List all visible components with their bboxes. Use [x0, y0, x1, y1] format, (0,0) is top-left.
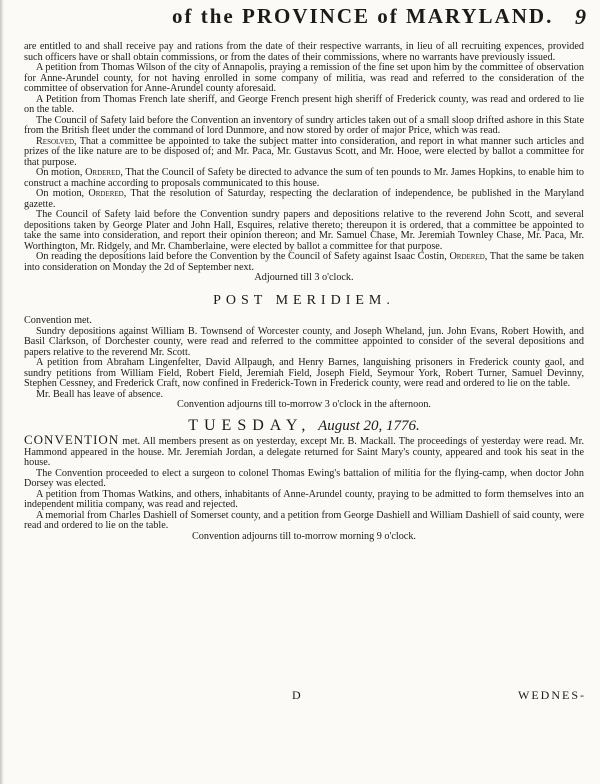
- page-edge-shadow: [0, 0, 4, 784]
- signature-mark: D: [292, 688, 301, 702]
- page-number: 9: [575, 4, 586, 29]
- resolved-label: Resolved,: [36, 135, 77, 147]
- paragraph-watkins-petition: A petition from Thomas Watkins, and others, inhabitants of Anne-Arundel county, praying to be admitted to form themselves into an independent militia company, was read and rejected.: [24, 488, 584, 510]
- adjourn-line-tuesday: Convention adjourns till to-morrow morning 9 o'clock.: [192, 530, 416, 542]
- paragraph-recruiting: are entitled to and shall receive pay and rations from the date of their respective warrants, in lieu of all recruiting expences, provided such officers have or shall obtain commissions, or from the dates of their commissions, where no warrants have previously issued.: [24, 41, 584, 63]
- catchword: WEDNES-: [518, 688, 586, 702]
- paragraph-townsend-depositions: Sundry depositions against William B. Townsend of Worcester county, and Joseph Wheland, jun. John Evans, Robert Howith, and Basil Clarkson, of Dorchester county, were read and referred to the committee appointed to consider of the several depositions and papers relative to the reverend Mr. Scott.: [24, 325, 584, 358]
- convention-met: Convention met.: [24, 315, 92, 326]
- adjourned-line: Adjourned till 3 o'clock.: [254, 272, 354, 283]
- section-heading-post-meridiem: POST MERIDIEM.: [213, 292, 395, 308]
- paragraph-prisoners-petition: A petition from Abraham Lingenfelter, David Allpaugh, and Henry Barnes, languishing prisoners in Frederick county gaol, and sundry petitions from William Field, Robert Field, Jeremiah Field, Joseph Field, Seymour York, Robert Turner, Samuel Devinny, Stephen Cessney, and Frederick Craft, now confined in Frederick-Town in Frederick county, were read and ordered to lie on the table.: [24, 357, 584, 389]
- date-heading-day: TUESDAY,: [188, 416, 312, 434]
- paragraph-french-petition: A Petition from Thomas French late sheriff, and George French present high sheriff of Frederick county, was read and ordered to lie on the table.: [24, 93, 584, 115]
- motion-text: That the Council of Safety be directed to advance the sum of ten pounds to Mr. James Hopkins, to enable him to construct a machine according to proposals communicated to this house.: [24, 167, 584, 189]
- motion-prefix: On motion,: [36, 188, 89, 199]
- paragraph-beall-leave: Mr. Beall has leave of absence.: [36, 388, 164, 400]
- paragraph-scott-depositions: The Council of Safety laid before the Convention sundry papers and depositions relative to the reverend John Scott, and several depositions taken by George Plater and John Hall, Esquires, relative thereto; thereupon it is ordered, that a committee be appointed to take the same into consideration, and report their opinion thereon; and Mr. Samuel Chase, Mr. Jeremiah Townley Chase, Mr. Paca, Mr. Worthington, Mr. Ridgely, and Mr. Chamberlaine, were elected by ballot a committee for that purpose.: [24, 209, 584, 252]
- paragraph-motion-gazette: [24, 189, 584, 210]
- ordered-label: Ordered,: [88, 188, 127, 199]
- paragraph-dashiell-memorial: A memorial from Charles Dashiell of Somerset county, and a petition from George Dashiell and William Dashiell of said county, were read and ordered to lie on the table.: [24, 509, 584, 531]
- paragraph-surgeon-election: The Convention proceeded to elect a surgeon to colonel Thomas Ewing's battalion of militia for the flying-camp, when doctor John Dorsey was elected.: [24, 467, 584, 489]
- running-head: [0, 4, 600, 34]
- ordered-label: Ordered,: [85, 167, 123, 178]
- costin-prefix: On reading the depositions laid before the Convention by the Council of Safety against Isaac Costin,: [36, 251, 450, 262]
- page-footer: [0, 688, 600, 708]
- convention-lead-word: CONVENTION: [24, 432, 120, 447]
- date-heading-date: August 20, 1776.: [318, 417, 420, 434]
- ordered-label: Ordered,: [449, 251, 488, 262]
- paragraph-inventory: The Council of Safety laid before the Convention an inventory of sundry articles taken out of a small sloop drifted ashore in this State from the British fleet under the command of lord Dunmore, and now stored by order of major Price, which was read.: [24, 114, 584, 136]
- motion-prefix: On motion,: [36, 167, 86, 178]
- paragraph-motion-hopkins: [24, 168, 584, 189]
- paragraph-convention-met-tuesday: [24, 432, 584, 469]
- paragraph-costin: [24, 252, 584, 273]
- body-text: [24, 42, 584, 542]
- motion-text: That the resolution of Saturday, respecting the declaration of independence, be published in the Maryland gazette.: [24, 188, 584, 210]
- adjourn-line-pm: Convention adjourns till to-morrow 3 o'clock in the afternoon.: [177, 399, 431, 410]
- paragraph-resolved: [24, 137, 584, 169]
- date-heading: [24, 416, 584, 434]
- resolved-text: That a committee be appointed to take the subject matter into consideration, and report in what manner such articles and prizes of the like nature are to be disposed of; and Mr. Paca, Mr. Gustavus Scott, and Mr. Hooe, were elected by ballot a committee for that purpose.: [24, 135, 584, 168]
- costin-text: That the same be taken into consideration on Monday the 2d of September next.: [24, 251, 584, 273]
- paragraph-wilson-petition: A petition from Thomas Wilson of the city of Annapolis, praying a remission of the fine set upon him by the committee of observation for Anne-Arundel county, for not having enrolled in some company of militia, was read and referred to the consideration of the committee of observation for Anne-Arundel county aforesaid.: [24, 62, 584, 94]
- page-title: of the PROVINCE of MARYLAND.: [172, 4, 554, 28]
- convention-met-text: met. All members present as on yesterday, except Mr. B. Mackall. The proceedings of yesterday were read. Mr. Hammond appeared in the house. Mr. Jeremiah Jordan, a delegate returned for Saint Mary's county, appeared and took his seat in the house.: [24, 436, 584, 468]
